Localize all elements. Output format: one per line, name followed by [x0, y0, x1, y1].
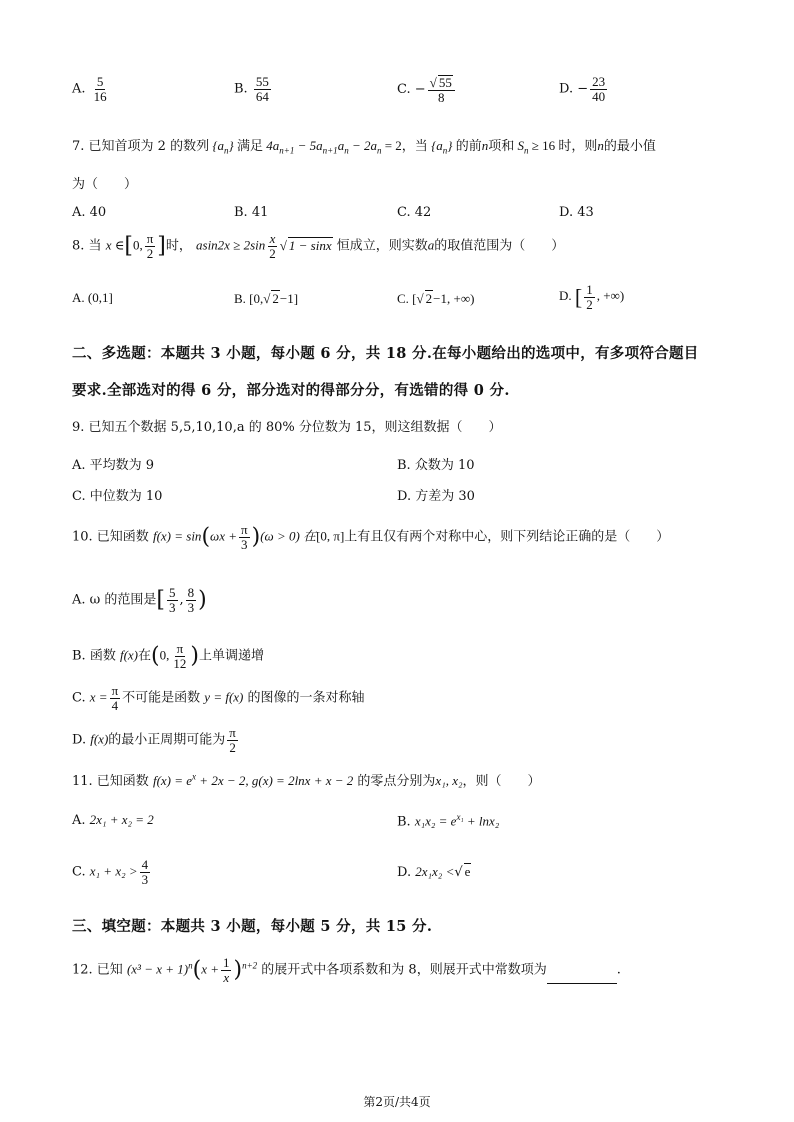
- q9-option-d: D. 方差为 30: [397, 489, 475, 504]
- section-2-heading: 二、多选题：本题共 3 小题，每小题 6 分，共 18 分.在每小题给出的选项中，有多项符合题目: [72, 345, 699, 362]
- q9-stem: 9. 已知五个数据 5,5,10,10,a 的 80% 分位数为 15，则这组数据（ ）: [72, 420, 502, 435]
- q8-option-a: A. (0,1]: [72, 290, 113, 305]
- q10-option-a: A. ω 的范围是[ $\frac{5}{3}$ , $\frac{8}{3}$ ): [72, 585, 207, 615]
- q8-option-d: D. [ $\frac{1}{2}$ , +∞): [559, 282, 625, 312]
- q9-option-c: C. 中位数为 10: [72, 489, 163, 504]
- q11-option-d: D. 2x₁x₂ <√ e: [397, 864, 471, 880]
- fraction: $\frac{√ 55}{8}$: [428, 75, 455, 104]
- section-3-heading: 三、填空题：本题共 3 小题，每小题 5 分，共 15 分.: [72, 918, 433, 935]
- fraction: $\frac{\pi}{2}$: [146, 231, 154, 261]
- fraction: $\frac{\pi}{12}$: [173, 641, 187, 671]
- q7-stem-line2: 为（ ）: [72, 177, 138, 192]
- q8-stem: 8. 当 x ∈[0, $\frac{\pi}{2}$ ]时， asin2x ≥ 2sin $\frac{x}{2}$ √ 1 − sinx 恒成立，则实数a的取值范围为（ ）: [72, 231, 565, 261]
- q12-stem: 12. 已知 $(x^3 - x + 1)^n(x$ + $\frac{1}{x}$ )$^{n+2}$ 的展开式中各项系数和为 8，则展开式中常数项为 .: [72, 955, 621, 985]
- q6-option-d: D. − $\frac{23}{40}$: [559, 74, 606, 104]
- fraction: $\frac{\pi}{3}$: [241, 522, 248, 552]
- q9-option-a: A. 平均数为 9: [72, 458, 155, 473]
- recurrence: $4a_{n+1} - 5a_{n+1}a_n - 2a_n$: [263, 138, 382, 156]
- q8-option-c: C. [√ 2−1, +∞): [397, 291, 475, 306]
- q9-option-b: B. 众数为 10: [397, 458, 475, 473]
- q11-option-b: B. $x_1x_2 = e^{x_1} + \ln x_2$: [397, 812, 500, 830]
- section-2-heading-line2: 要求.全部选对的得 6 分，部分选对的得部分分，有选错的得 0 分.: [72, 382, 510, 399]
- fraction: $\frac{\pi}{2}$: [229, 725, 236, 755]
- q6-option-b: B. $\frac{55}{64}$: [234, 74, 269, 104]
- q7-option-d: D. 43: [559, 205, 594, 220]
- fraction: $\frac{x}{2}$: [269, 231, 276, 261]
- fraction: $\frac{23}{40}$: [592, 74, 606, 104]
- q10-stem: 10. 已知函数 f(x) = sin(ωx + $\frac{\pi}{3}$ )(ω > 0) 在[0, π]上有且仅有两个对称中心，则下列结论正确的是（ ）: [72, 522, 670, 552]
- q11-option-a: A. 2x₁ + x₂ = 2: [72, 812, 154, 828]
- fraction: $\frac{1}{2}$: [586, 282, 593, 312]
- q10-option-d: D. f(x)的最小正周期可能为 $\frac{\pi}{2}$: [72, 725, 236, 755]
- q10-option-b: B. 函数 f(x)在(0, $\frac{\pi}{12}$ )上单调递增: [72, 641, 264, 671]
- fraction: $\frac{1}{x}$: [222, 955, 230, 985]
- fraction: $\frac{55}{64}$: [255, 74, 269, 104]
- seq-an: $\{a_n\}$: [209, 138, 237, 156]
- fraction: $\frac{5}{3}$: [169, 585, 176, 615]
- fraction: $\frac{5}{16}$: [93, 74, 107, 104]
- answer-blank[interactable]: [547, 971, 617, 984]
- q7-option-b: B. 41: [234, 205, 269, 220]
- q11-stem: 11. 已知函数 $f(x) = e^x + 2x - 2$, g(x) = 2lnx + x − 2 的零点分别为x₁, x₂，则（ ）: [72, 771, 541, 789]
- q6-option-a: A. $\frac{5}{16}$: [72, 74, 107, 104]
- fraction: $\frac{4}{3}$: [141, 857, 149, 887]
- q7-option-c: C. 42: [397, 205, 432, 220]
- page-footer: 第2页/共4页: [363, 1095, 431, 1109]
- q11-option-c: C. x₁ + x₂ > $\frac{4}{3}$: [72, 857, 149, 887]
- q7-stem: 7. 已知首项为 2 的数列 $\{a_n\}$ 满足 $4a_{n+1} - 5a_{n+1}a_n - 2a_n = 2$，当 $\{a_n\}$ 的前n项和 $S_n \ge 16$ 时，则n的最小值: [72, 138, 656, 156]
- q10-option-c: C. x = $\frac{\pi}{4}$ 不可能是函数 y = f(x) 的图像的一条对称轴: [72, 683, 365, 713]
- q8-option-b: B. [0,√ 2−1]: [234, 291, 299, 306]
- fraction: $\frac{8}{3}$: [187, 585, 195, 615]
- fraction: $\frac{\pi}{4}$: [111, 683, 119, 713]
- q6-option-c: C. − $\frac{√ 55}{8}$: [397, 75, 457, 104]
- q7-option-a: A. 40: [72, 205, 107, 220]
